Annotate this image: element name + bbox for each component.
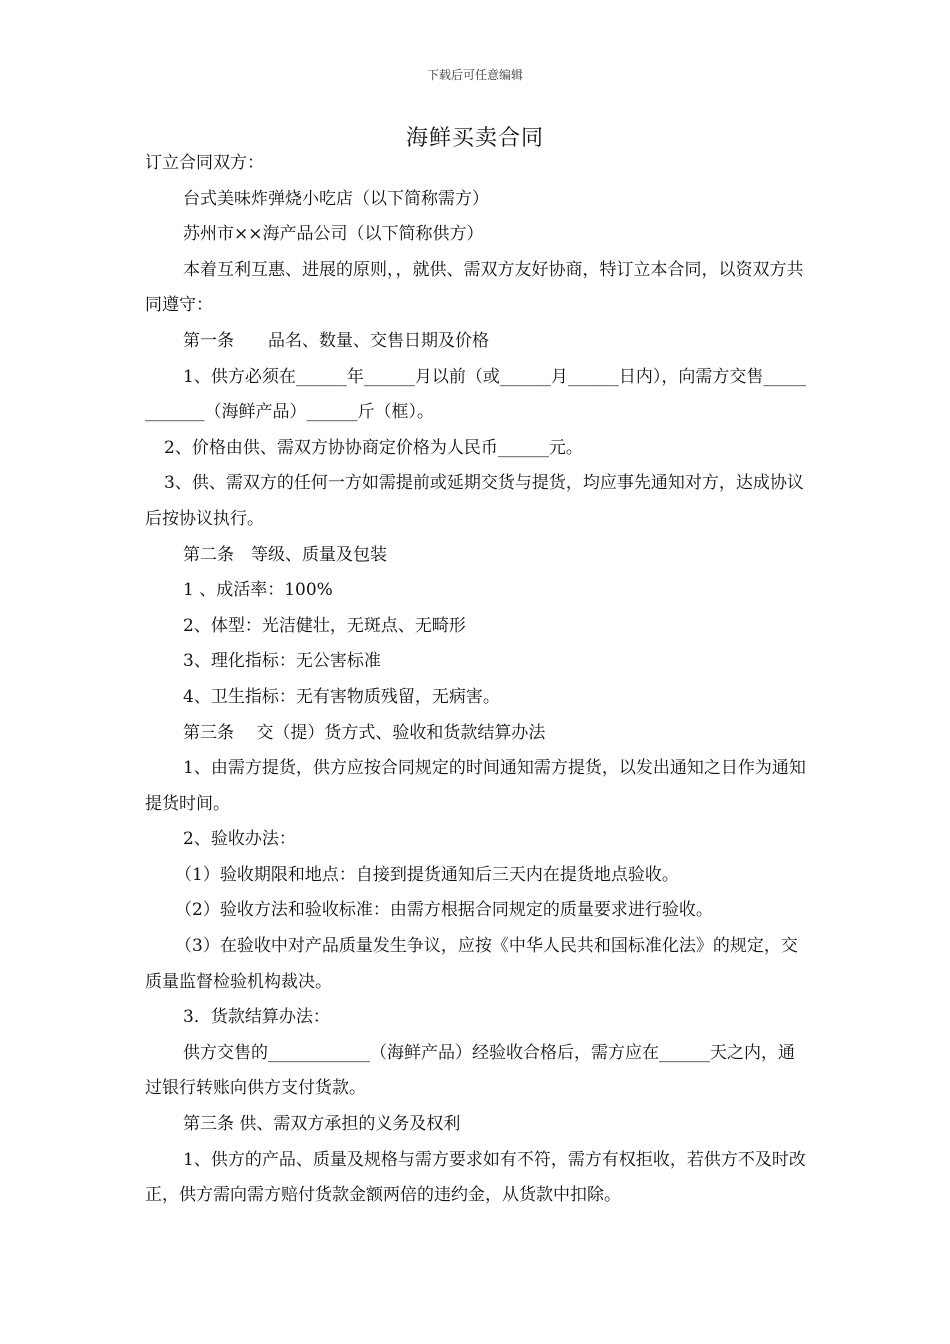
article-1-item-1: 1、供方必须在______年______月以前（或______月______日内），向需方交售____________（海鲜产品）______斤（框）。 <box>145 366 806 423</box>
article-2-item-1: 1 、成活率：100% <box>183 580 333 601</box>
article-2-item-4: 4、卫生指标：无有害物质残留，无病害。 <box>183 686 500 707</box>
article-3-item-2: 2、验收办法： <box>183 829 296 850</box>
article-2-item-2: 2、体型：光洁健壮，无斑点、无畸形 <box>183 615 466 636</box>
paragraph-seller: 苏州市××海产品公司（以下简称供方） <box>183 224 484 245</box>
paragraph-parties-heading: 订立合同双方： <box>145 153 264 173</box>
paragraph-buyer: 台式美味炸弹烧小吃店（以下简称需方） <box>183 188 489 209</box>
article-1-item-3: 3、供、需双方的任何一方如需提前或延期交货与提货，均应事先通知对方，达成协议后按协议执行。 <box>145 473 804 529</box>
article-3-heading: 第三条 交（提）货方式、验收和货款结算办法 <box>183 722 546 743</box>
article-3-item-3: 3．货款结算办法： <box>183 1007 330 1028</box>
article-3-item-3-detail: 供方交售的____________（海鲜产品）经验收合格后，需方应在______天之内，通过银行转账向供方支付货款。 <box>145 1042 795 1099</box>
article-2-item-3: 3、理化指标：无公害标准 <box>183 651 381 672</box>
article-3-item-2-sub-3: （3）在验收中对产品质量发生争议，应按《中华人民共和国标准化法》的规定，交质量监督检验机构裁决。 <box>145 936 798 992</box>
article-2-heading: 第二条 等级、质量及包装 <box>183 544 387 565</box>
article-1-item-2: 2、价格由供、需双方协协商定价格为人民币______元。 <box>164 437 583 458</box>
article-duties-item-1: 1、供方的产品、质量及规格与需方要求如有不符，需方有权拒收，若供方不及时改正，供方需向需方赔付货款金额两倍的违约金，从货款中扣除。 <box>145 1149 806 1206</box>
article-3-item-2-sub-2: （2）验收方法和验收标准：由需方根据合同规定的质量要求进行验收。 <box>175 900 713 921</box>
header-note: 下载后可任意编辑 <box>426 68 523 82</box>
article-1-heading: 第一条 品名、数量、交售日期及价格 <box>183 330 489 351</box>
document-body <box>145 146 810 1214</box>
paragraph-preamble: 本着互利互惠、进展的原则，，就供、需双方友好协商，特订立本合同，以资双方共同遵守： <box>145 259 804 316</box>
article-duties-heading: 第三条 供、需双方承担的义务及权利 <box>183 1114 461 1135</box>
article-3-item-1: 1、由需方提货，供方应按合同规定的时间通知需方提货，以发出通知之日作为通知提货时间。 <box>145 758 806 814</box>
document-title: 海鲜买卖合同 <box>405 126 544 151</box>
article-3-item-2-sub-1: （1）验收期限和地点：自接到提货通知后三天内在提货地点验收。 <box>175 864 679 885</box>
